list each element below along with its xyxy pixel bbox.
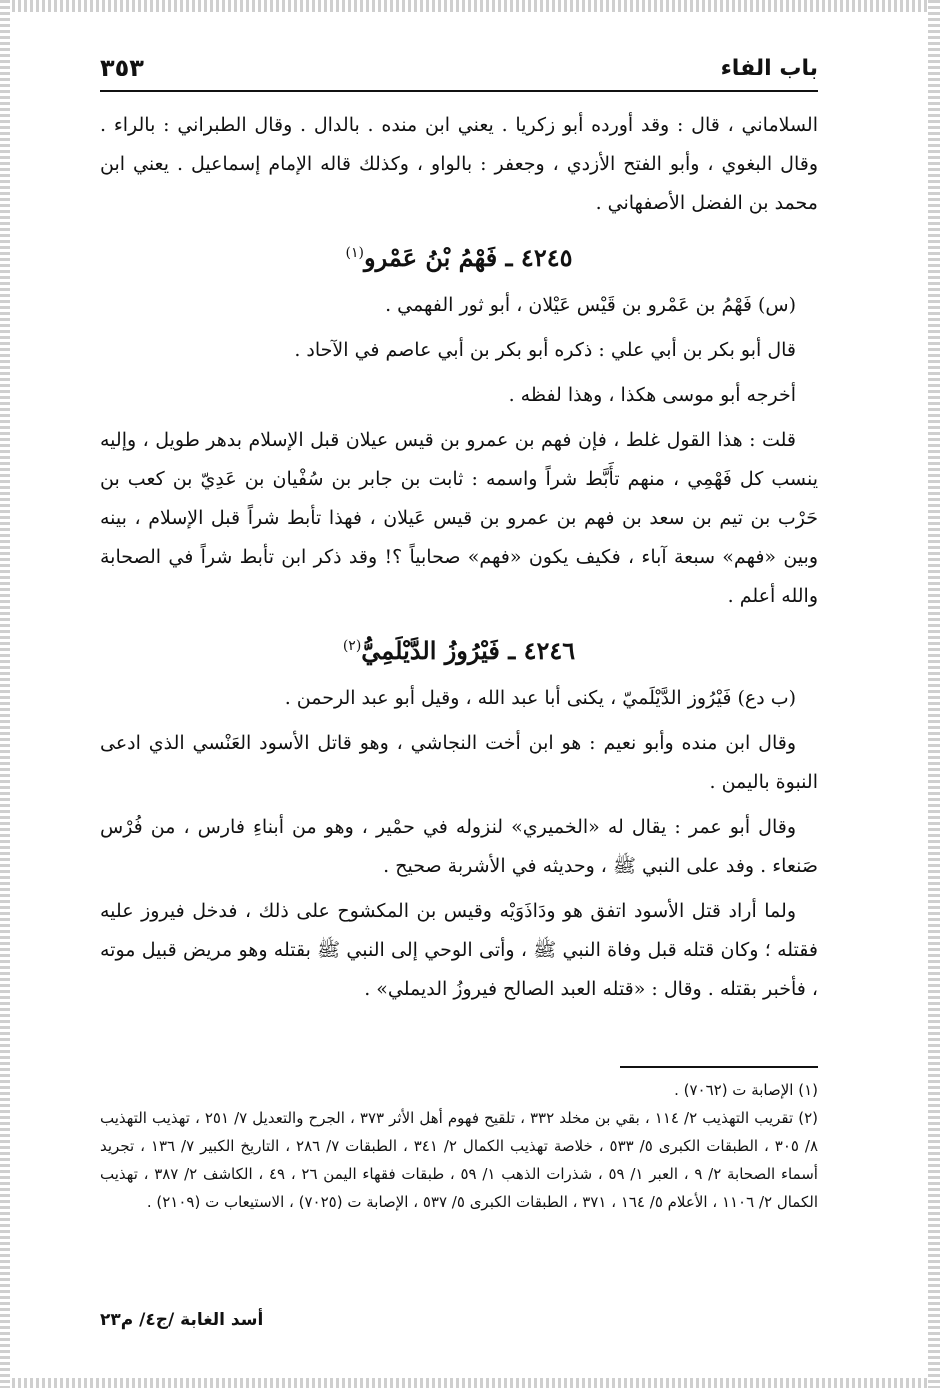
- paragraph: (ب دع) فَيْرُوز الدَّيْلَميّ ، يكنى أبا عبد الله ، وقيل أبو عبد الرحمن .: [284, 687, 796, 709]
- footnote-separator: [620, 1066, 818, 1068]
- paragraph: أخرجه أبو موسى هكذا ، وهذا لفظه .: [508, 384, 796, 406]
- paragraph: قلت : هذا القول غلط ، فإن فهم بن عمرو بن قيس عيلان قبل الإسلام بدهر طويل ، وإليه ينسب كل فَهْمِي ، منهم تأَبَّط شراً واسمه : ثابت بن جابر بن سُفْيان بن عَدِيّ بن كعب بن حَرْب بن تيم بن سعد بن فهم بن عمرو بن قيس عَيلان ، فهذا تأبط شراً قبل الإسلام ، بينه وبين «فهم» سبعة آباء ، فكيف يكون «فهم» صحابياً ؟! وقد ذكر ابن تأبط شراً في الصحابة والله أعلم .: [100, 429, 818, 607]
- paragraph: قال أبو بكر بن أبي علي : ذكره أبو بكر بن أبي عاصم في الآحاد .: [294, 339, 796, 361]
- footnote-ref: (١): [345, 245, 364, 261]
- decorative-border-right: [928, 0, 940, 1388]
- paragraph: وقال ابن منده وأبو نعيم : هو ابن أخت النجاشي ، وهو قاتل الأسود العَنْسي الذي ادعى النبوة باليمن .: [100, 732, 818, 793]
- footnote: (١) الإصابة ت (٧٠٦٢) .: [674, 1081, 818, 1099]
- footnotes: [100, 1076, 818, 1216]
- entry-title: [100, 231, 818, 280]
- paragraph: (س) فَهْمُ بن عَمْرو بن قَيْس عَيْلان ، أبو ثور الفهمي .: [385, 294, 796, 316]
- decorative-border-bottom: [0, 1378, 940, 1388]
- main-text: [100, 106, 818, 1015]
- page-header: [100, 52, 818, 88]
- paragraph: ولما أراد قتل الأسود اتفق هو ودَاذَوَيْه وقيس بن المكشوح على ذلك ، فدخل فيروز عليه فقتله ؛ وكان قتله قبل وفاة النبي ﷺ ، وأتى الوحي إلى النبي ﷺ بقتله وهو مريض قبيل موته ، فأخبر بقتله . وقال : «قتله العبد الصالح فيروزُ الديملي» .: [100, 900, 818, 1000]
- decorative-border-left: [0, 0, 10, 1388]
- footnote-ref: (٢): [342, 638, 362, 654]
- page-number: ٣٥٣: [100, 54, 144, 82]
- source-reference: أسد الغابة /ج٤/ م٢٣: [100, 1310, 264, 1330]
- entry-title: [100, 624, 818, 673]
- paragraph: السلاماني ، قال : وقد أورده أبو زكريا . يعني ابن منده . بالدال . وقال الطبراني : بالراء . وقال البغوي ، وأبو الفتح الأزدي ، وجعفر : بالواو ، وكذلك قاله الإمام إسماعيل . يعني ابن محمد بن الفضل الأصفهاني .: [100, 114, 818, 214]
- footnote: (٢) تقريب التهذيب ٢/ ١١٤ ، بقي بن مخلد ٣٣٢ ، تلقيح فهوم أهل الأثر ٣٧٣ ، الجرح والتعديل ٧/ ٢٥١ ، تهذيب التهذيب ٨/ ٣٠٥ ، الطبقات الكبرى ٥/ ٥٣٣ ، خلاصة تهذيب الكمال ٢/ ٣٤١ ، الطبقات ٧/ ٢٨٦ ، التاريخ الكبير ٧/ ١٣٦ ، تجريد أسماء الصحابة ٢/ ٩ ، العبر ١/ ٥٩ ، شذرات الذهب ١/ ٥٩ ، طبقات فقهاء اليمن ٢٦ ، ٤٩ ، الكاشف ٢/ ٣٨٧ ، تهذيب الكمال ٢/ ١١٠٦ ، الأعلام ٥/ ١٦٤ ، ٣٧١ ، الطبقات الكبرى ٥/ ٥٣٧ ، الإصابة ت (٧٠٢٥) ، الاستيعاب ت (٢١٠٩) .: [100, 1109, 819, 1211]
- entry-title-text: ٤٢٤٦ ـ فَيْرُوزُ الدَّيْلَمِيُّ: [361, 636, 576, 665]
- entry-title-text: ٤٢٤٥ ـ فَهْمُ بْنُ عَمْرو: [363, 243, 573, 272]
- paragraph: وقال أبو عمر : يقال له «الخميري» لنزوله في حمْير ، وهو من أبناءِ فارس ، من فُرْس صَنعاء . وفد على النبي ﷺ ، وحديثه في الأشربة صحيح .: [100, 816, 818, 877]
- running-title: باب الفاء: [720, 56, 818, 81]
- decorative-border-top: [0, 0, 940, 12]
- header-rule: [100, 90, 818, 92]
